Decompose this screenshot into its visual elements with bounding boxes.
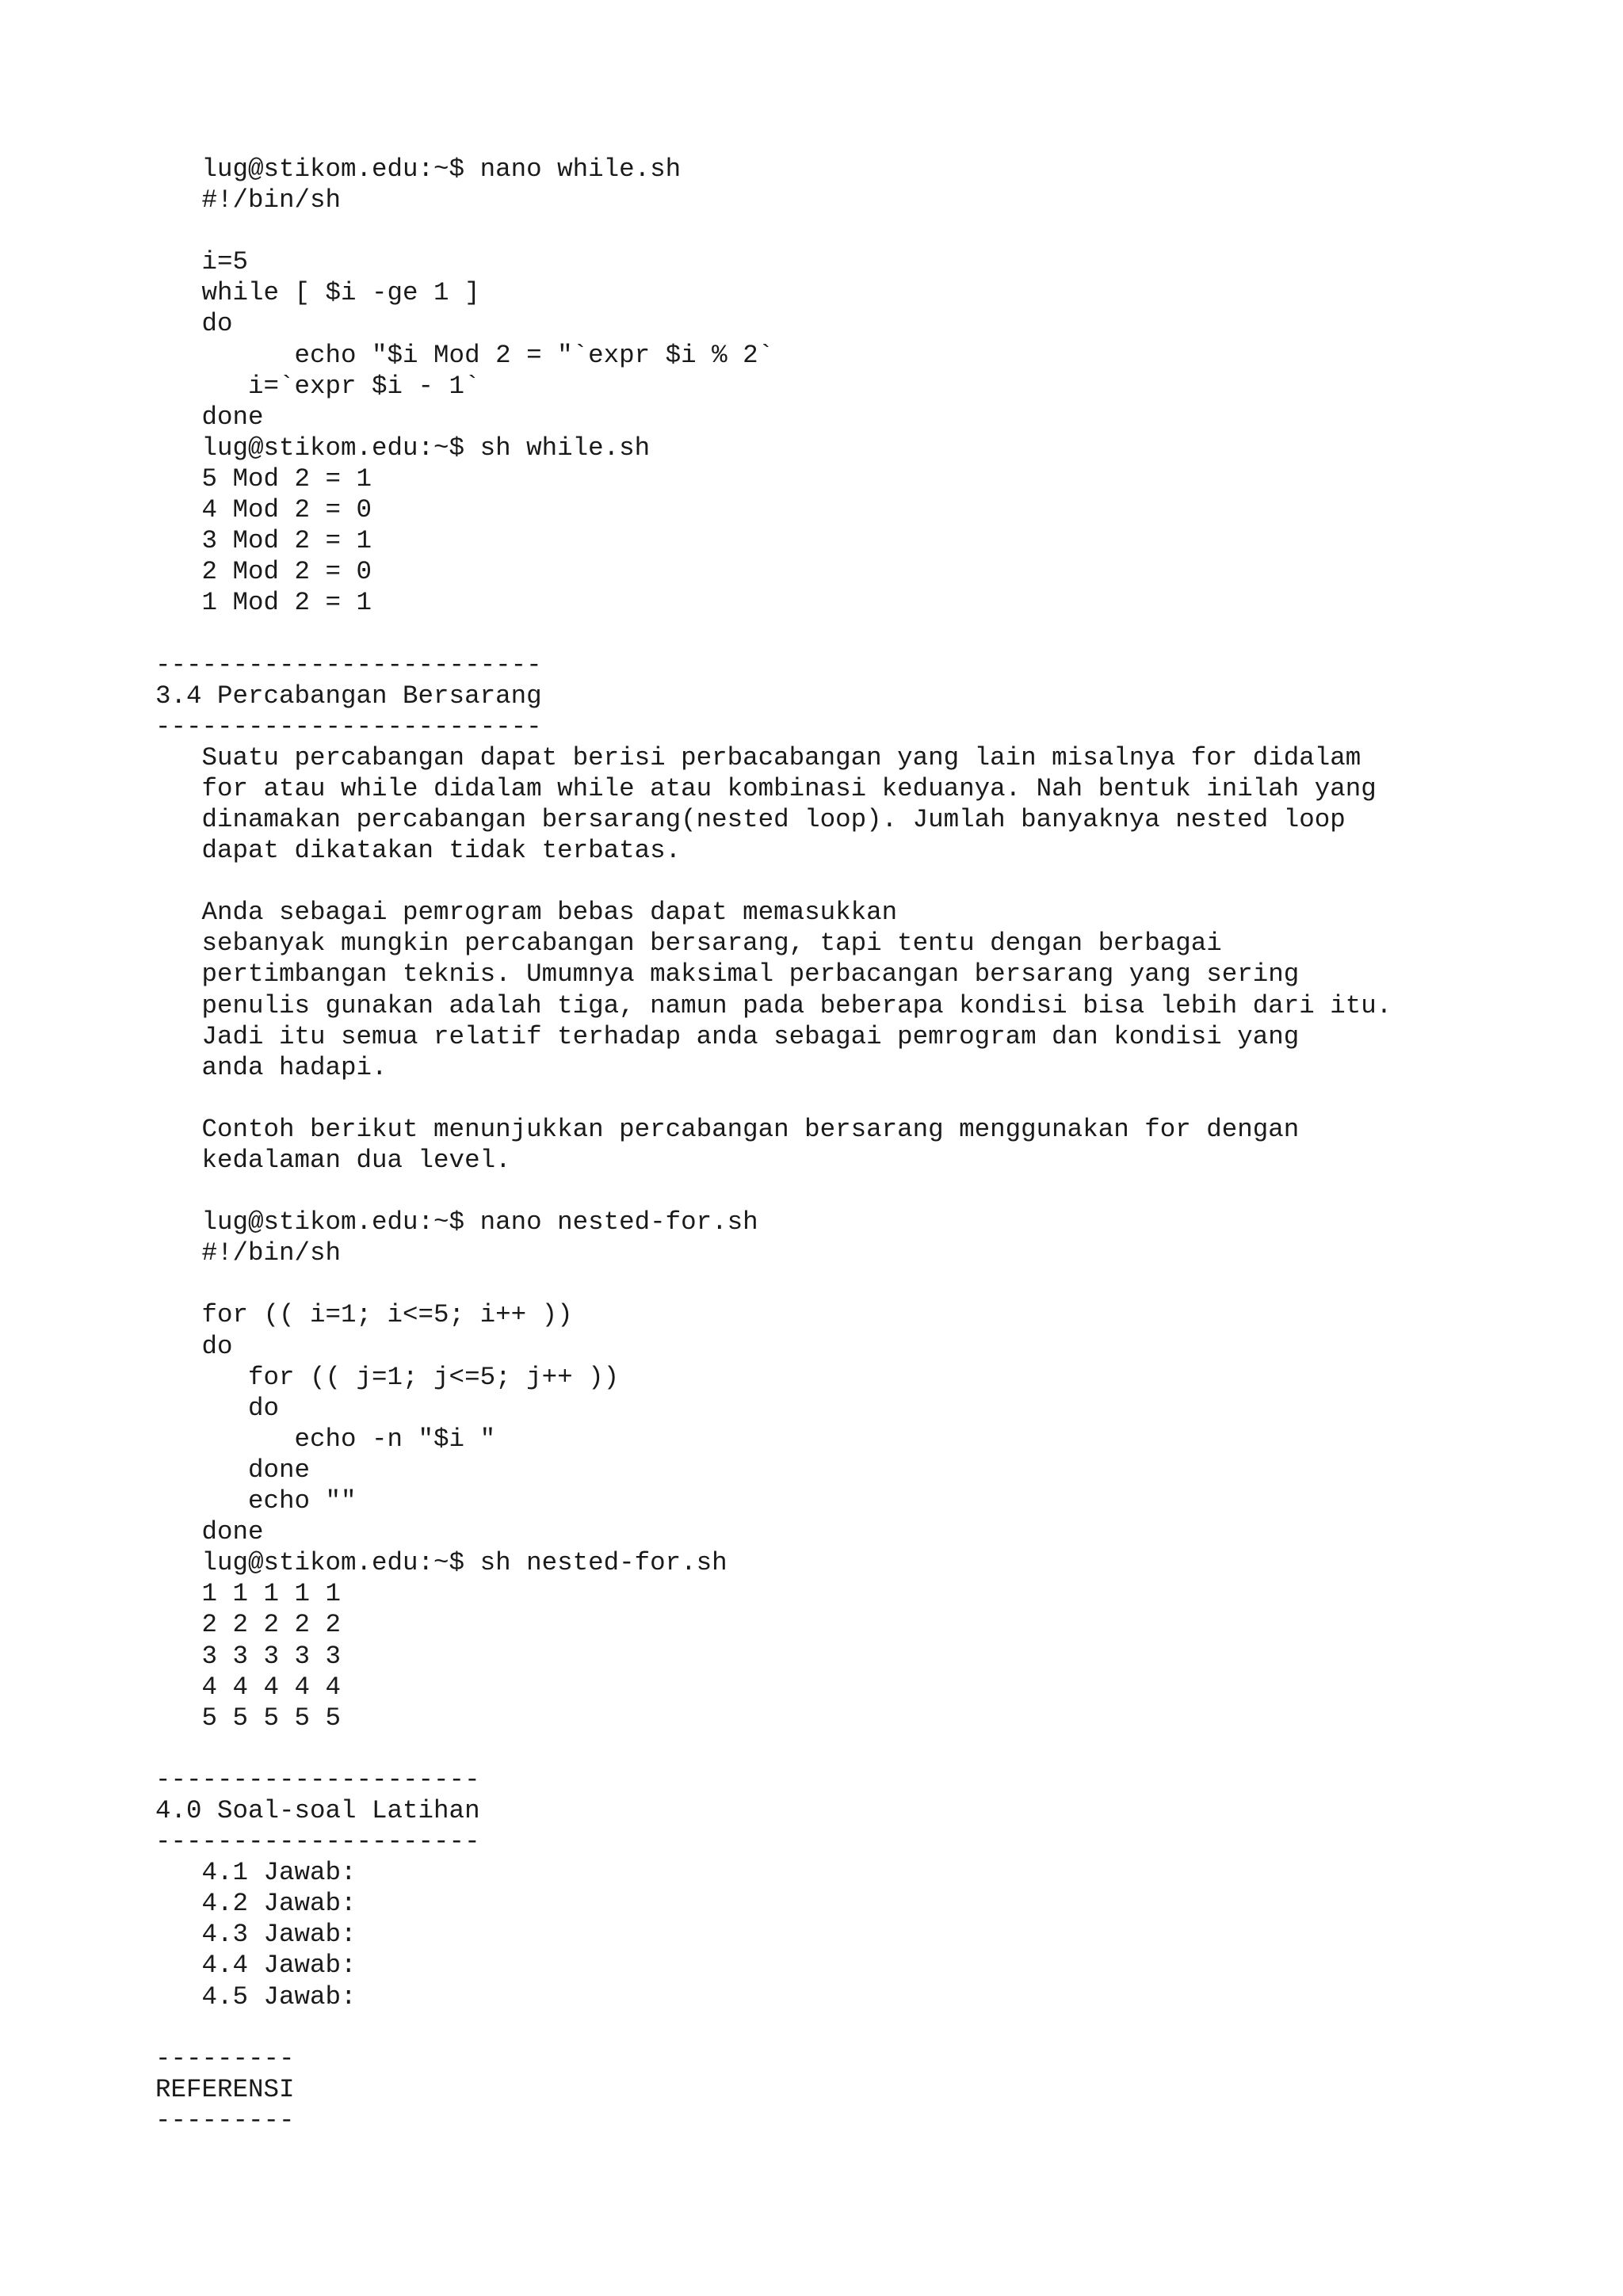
blank-line: [155, 866, 1392, 897]
blank-line: [155, 1176, 1392, 1207]
blank-line: [155, 1083, 1392, 1114]
blank-line: [155, 215, 1392, 246]
text-line: 5 5 5 5 5: [155, 1703, 342, 1733]
text-line: 4.5 Jawab:: [155, 1981, 357, 2012]
section-rule: ---------: [155, 2105, 295, 2135]
text-line: dapat dikatakan tidak terbatas.: [155, 836, 682, 866]
text-line: 4 Mod 2 = 0: [155, 495, 372, 525]
text-line: penulis gunakan adalah tiga, namun pada beberapa kondisi bisa lebih dari itu.: [155, 990, 1392, 1020]
text-line: 4 4 4 4 4: [155, 1672, 342, 1702]
section-rule: -------------------------: [155, 650, 542, 680]
text-line: Anda sebagai pemrogram bebas dapat memasukkan: [155, 898, 898, 928]
text-line: 2 Mod 2 = 0: [155, 557, 372, 587]
text-line: anda hadapi.: [155, 1052, 388, 1082]
section-rule: ---------: [155, 2043, 295, 2073]
text-line: 1 Mod 2 = 1: [155, 588, 372, 618]
shell-prompt-line: lug@stikom.edu:~$ sh nested-for.sh: [155, 1548, 727, 1578]
text-line: 4.3 Jawab:: [155, 1920, 357, 1950]
text-line: echo "": [155, 1486, 357, 1516]
text-line: 4.4 Jawab:: [155, 1951, 357, 1981]
shell-prompt-line: lug@stikom.edu:~$ nano while.sh: [155, 154, 682, 184]
text-line: sebanyak mungkin percabangan bersarang, tapi tentu dengan berbagai: [155, 929, 1222, 959]
text-line: #!/bin/sh: [155, 1238, 342, 1268]
text-line: for atau while didalam while atau kombinasi keduanya. Nah bentuk inilah yang: [155, 773, 1377, 803]
text-line: do: [155, 1393, 280, 1423]
text-line: done: [155, 402, 264, 432]
text-line: done: [155, 1455, 311, 1485]
text-line: 2 2 2 2 2: [155, 1610, 342, 1640]
text-line: echo -n "$i ": [155, 1424, 496, 1454]
text-line: do: [155, 309, 233, 339]
text-line: echo "$i Mod 2 = "`expr $i % 2`: [155, 340, 774, 370]
section-rule: ---------------------: [155, 1827, 480, 1857]
text-line: done: [155, 1517, 264, 1547]
text-line: for (( i=1; i<=5; i++ )): [155, 1300, 573, 1330]
section-rule: -------------------------: [155, 711, 542, 742]
text-line: kedalaman dua level.: [155, 1146, 511, 1175]
section-heading: 3.4 Percabangan Bersarang: [155, 681, 542, 711]
text-line: 4.1 Jawab:: [155, 1858, 357, 1888]
blank-line: [155, 1733, 1392, 1764]
text-line: 3 Mod 2 = 1: [155, 526, 372, 556]
text-line: for (( j=1; j<=5; j++ )): [155, 1362, 620, 1392]
text-line: 1 1 1 1 1: [155, 1579, 342, 1609]
blank-line: [155, 1268, 1392, 1299]
text-line: while [ $i -ge 1 ]: [155, 278, 480, 308]
text-line: i=`expr $i - 1`: [155, 371, 480, 401]
text-line: #!/bin/sh: [155, 185, 342, 215]
text-line: do: [155, 1331, 233, 1361]
text-line: i=5: [155, 247, 249, 277]
section-heading: 4.0 Soal-soal Latihan: [155, 1795, 480, 1825]
text-line: 5 Mod 2 = 1: [155, 463, 372, 494]
text-line: dinamakan percabangan bersarang(nested loop). Jumlah banyaknya nested loop: [155, 804, 1346, 834]
blank-line: [155, 618, 1392, 649]
shell-prompt-line: lug@stikom.edu:~$ sh while.sh: [155, 433, 651, 463]
blank-line: [155, 2012, 1392, 2043]
text-line: 3 3 3 3 3: [155, 1641, 342, 1671]
shell-prompt-line: lug@stikom.edu:~$ nano nested-for.sh: [155, 1207, 758, 1238]
section-heading: REFERENSI: [155, 2074, 295, 2104]
section-rule: ---------------------: [155, 1764, 480, 1794]
document-body: [155, 154, 1392, 2136]
text-line: Jadi itu semua relatif terhadap anda sebagai pemrogram dan kondisi yang: [155, 1021, 1300, 1051]
text-line: pertimbangan teknis. Umumnya maksimal perbacangan bersarang yang sering: [155, 959, 1300, 990]
text-line: Suatu percabangan dapat berisi perbacabangan yang lain misalnya for didalam: [155, 742, 1361, 772]
text-line: 4.2 Jawab:: [155, 1889, 357, 1919]
text-line: Contoh berikut menunjukkan percabangan bersarang menggunakan for dengan: [155, 1114, 1300, 1144]
